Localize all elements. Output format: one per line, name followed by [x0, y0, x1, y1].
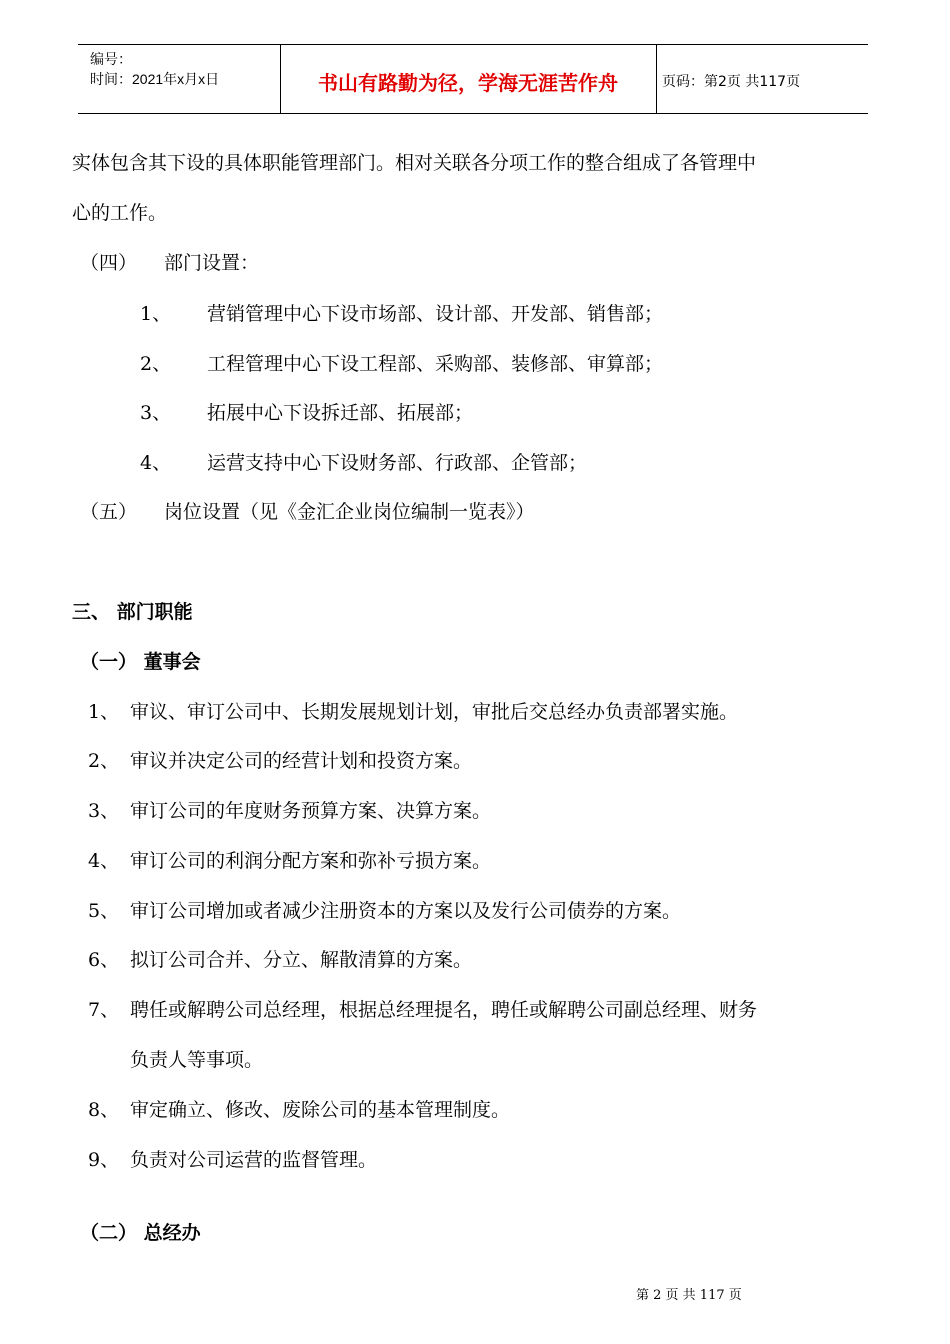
- list-item-text: 审订公司增加或者减少注册资本的方案以及发行公司债券的方案。: [130, 900, 682, 922]
- list-item-number: 4、: [88, 850, 120, 872]
- list-item-text: 运营支持中心下设财务部、行政部、企管部；: [207, 452, 588, 474]
- list-item-text: 拓展中心下设拆迁部、拓展部；: [207, 402, 474, 424]
- list-item-text: 审议并决定公司的经营计划和投资方案。: [130, 750, 473, 772]
- list-item-text: 审订公司的利润分配方案和弥补亏损方案。: [130, 850, 492, 872]
- subsection-heading: （一） 董事会: [80, 651, 201, 673]
- paragraph-line: 实体包含其下设的具体职能管理部门。相对关联各分项工作的整合组成了各管理中: [72, 152, 757, 174]
- document-time-label: 时间：2021年x月x日: [90, 71, 220, 87]
- header-page-number: 页码：第2页 共117页: [662, 74, 801, 90]
- header-motto: 书山有路勤为径，学海无涯苦作舟: [318, 71, 618, 95]
- page-footer: 第 2 页 共 117 页: [636, 1288, 742, 1303]
- list-item-number: 4、: [140, 452, 172, 474]
- header-divider: [656, 45, 657, 113]
- list-item-number: 1、: [88, 701, 120, 723]
- paragraph-line: 心的工作。: [72, 202, 168, 224]
- section-number: （四）: [80, 252, 138, 274]
- list-item-text: 工程管理中心下设工程部、采购部、装修部、审算部；: [207, 353, 664, 375]
- page-header: [78, 44, 868, 114]
- document-number-label: 编号：: [90, 51, 132, 67]
- section-number: （五）: [80, 501, 138, 523]
- list-item-text: 审定确立、修改、废除公司的基本管理制度。: [130, 1099, 511, 1121]
- header-meta: [90, 49, 219, 89]
- list-item-number: 6、: [88, 949, 120, 971]
- list-item-number: 8、: [88, 1099, 120, 1121]
- list-item-text: 拟订公司合并、分立、解散清算的方案。: [130, 949, 473, 971]
- list-item-text: 审订公司的年度财务预算方案、决算方案。: [130, 800, 492, 822]
- list-item-number: 1、: [140, 303, 172, 325]
- list-item-number: 2、: [140, 353, 172, 375]
- subsection-heading: （二） 总经办: [80, 1222, 201, 1244]
- list-item-number: 2、: [88, 750, 120, 772]
- list-item-continuation: 负责人等事项。: [130, 1049, 264, 1071]
- list-item-number: 3、: [88, 800, 120, 822]
- list-item-number: 3、: [140, 402, 172, 424]
- list-item-text: 营销管理中心下设市场部、设计部、开发部、销售部；: [207, 303, 664, 325]
- list-item-text: 审议、审订公司中、长期发展规划计划，审批后交总经办负责部署实施。: [130, 701, 739, 723]
- list-item-number: 5、: [88, 900, 120, 922]
- section-title: 部门设置：: [164, 252, 260, 274]
- list-item-number: 7、: [88, 999, 120, 1021]
- chapter-heading: 三、 部门职能: [72, 601, 193, 623]
- list-item-text: 负责对公司运营的监督管理。: [130, 1149, 378, 1171]
- list-item-number: 9、: [88, 1149, 120, 1171]
- section-title: 岗位设置（见《金汇企业岗位编制一览表》）: [164, 501, 535, 523]
- list-item-text: 聘任或解聘公司总经理，根据总经理提名，聘任或解聘公司副总经理、财务: [130, 999, 758, 1021]
